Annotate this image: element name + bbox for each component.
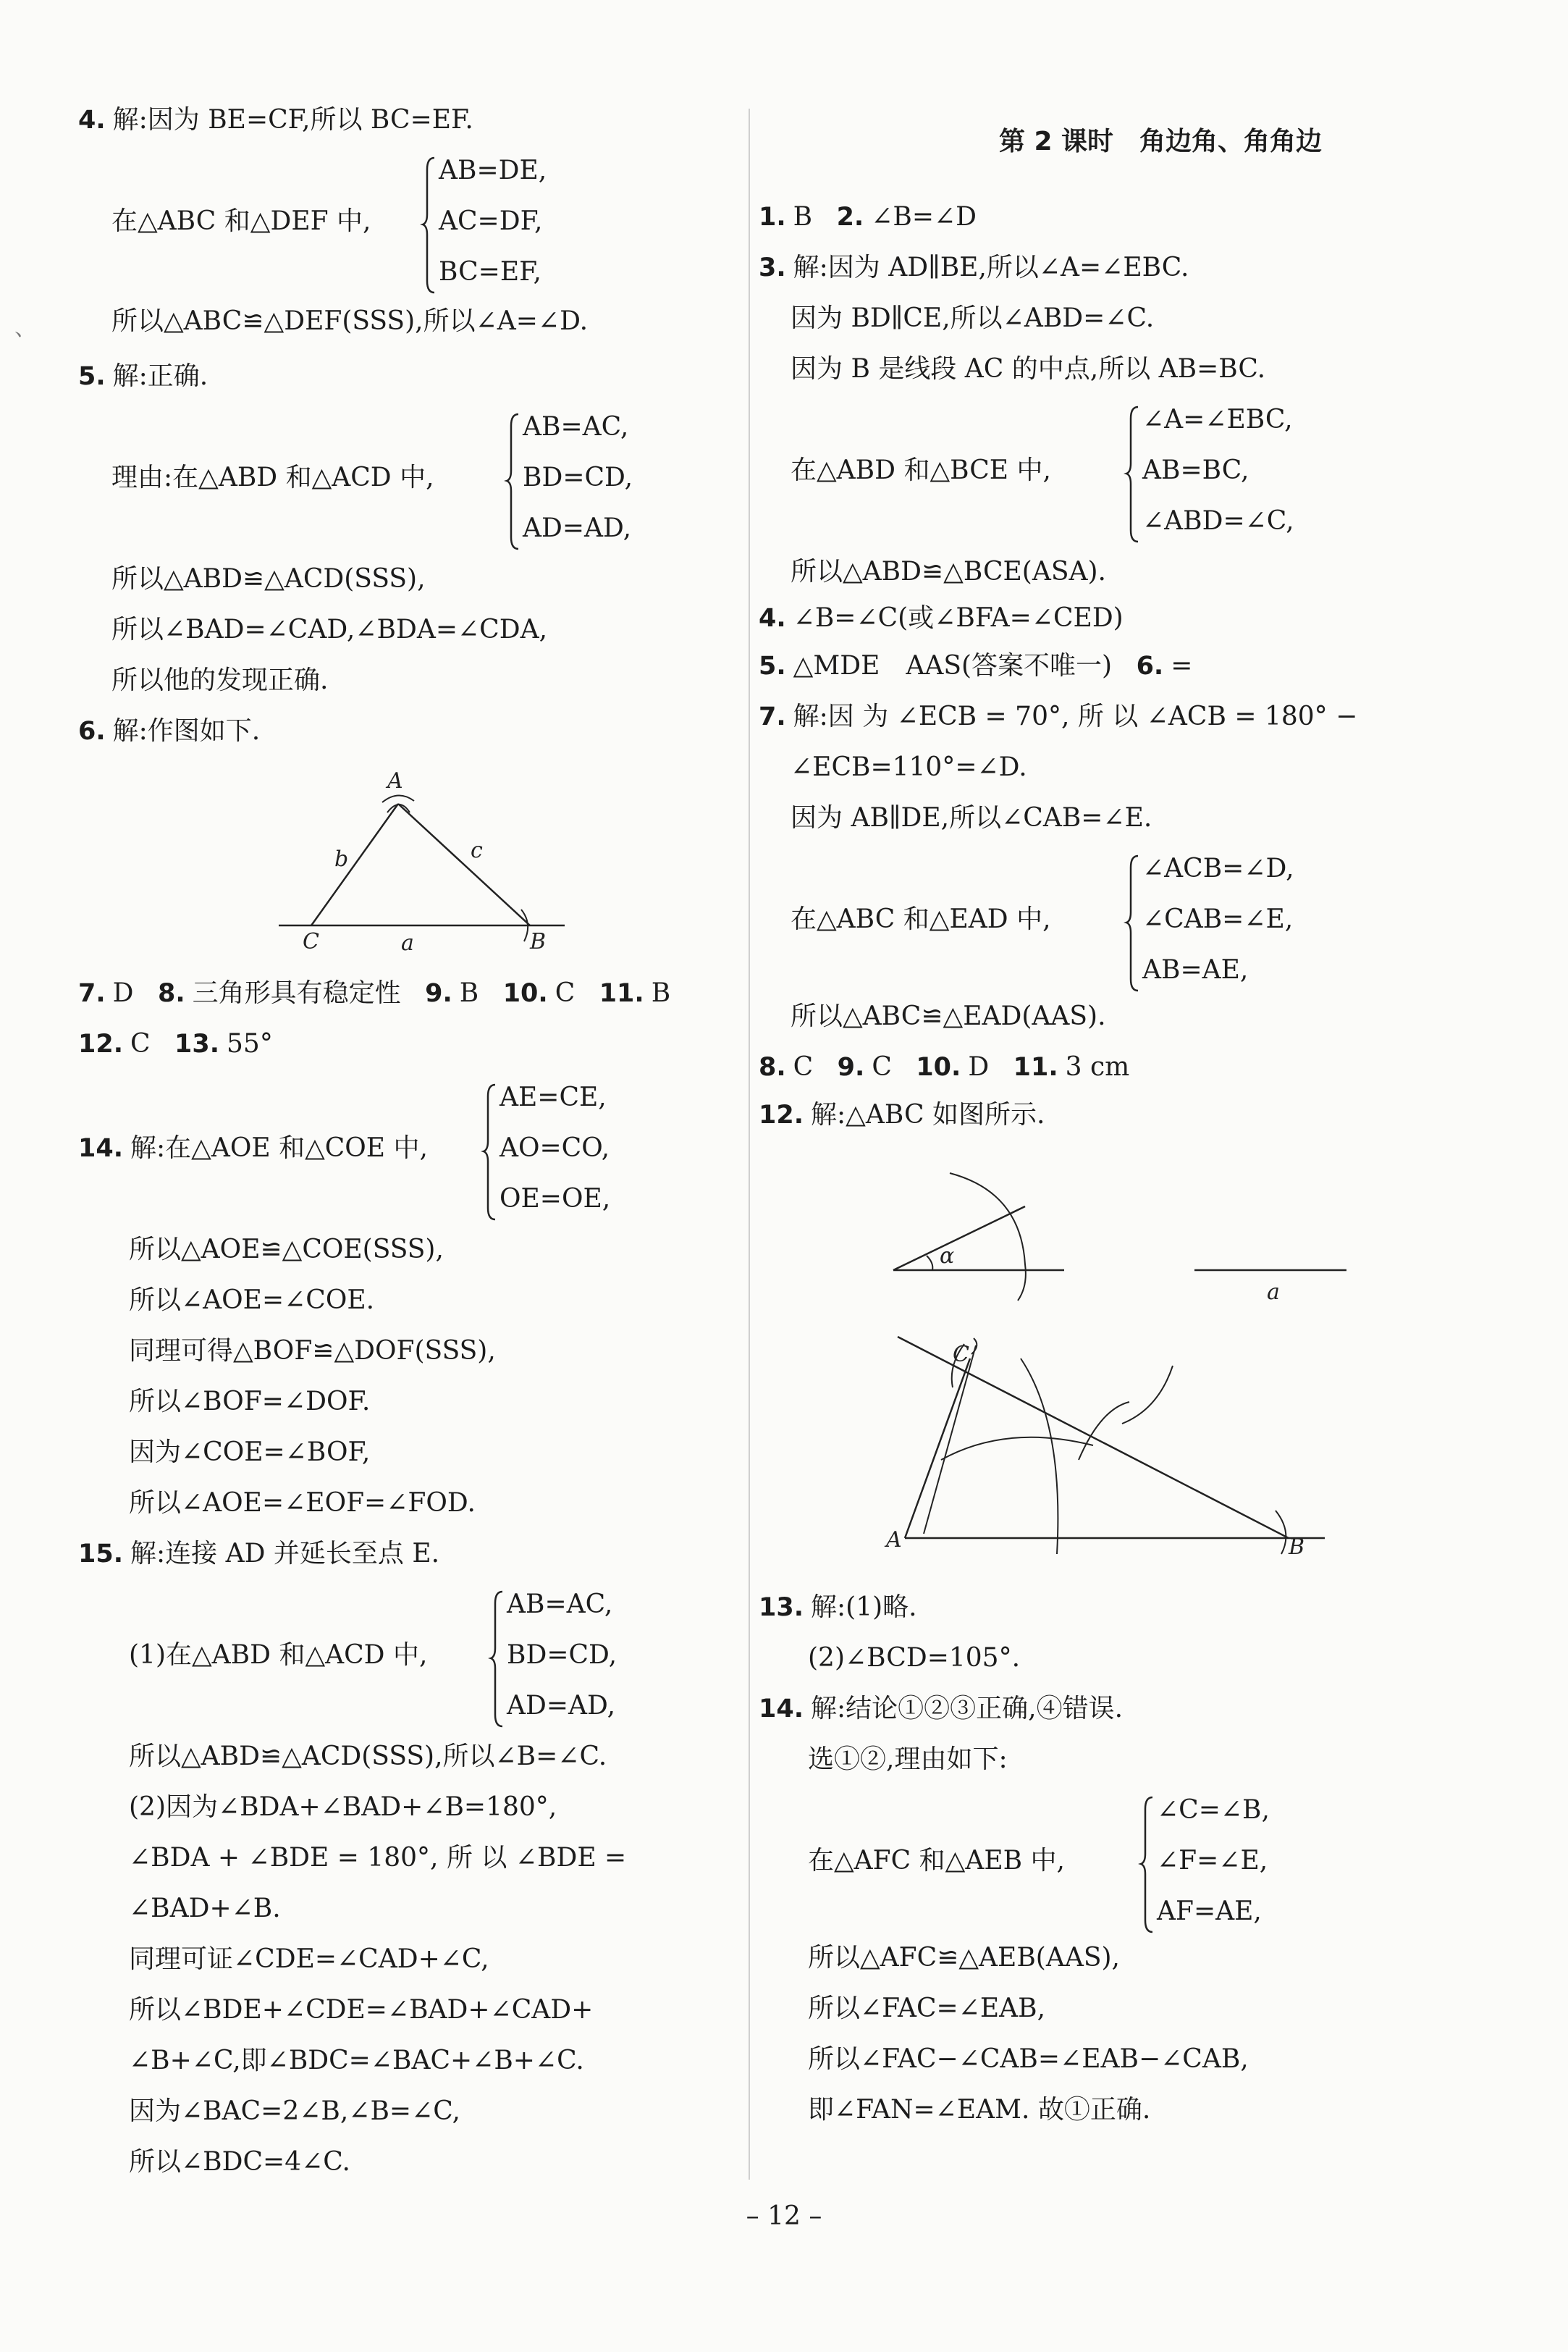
problem-15-line: 所以∠BDE+∠CDE=∠BAD+∠CAD+ — [129, 1995, 594, 2025]
vertex-label-C: C — [953, 1342, 969, 1367]
system-row: AF=AE, — [1157, 1897, 1262, 1926]
system-lead: 在△ABC 和△DEF 中, — [111, 206, 371, 236]
vertex-label-C: C — [303, 929, 319, 954]
problem-4-line-1 — [78, 103, 473, 138]
problem-3-line: 因为 B 是线段 AC 的中点,所以 AB=BC. — [791, 354, 1266, 384]
problem-number: 1. — [759, 203, 786, 232]
problem-text: 解:因 为 ∠ECB = 70°, 所 以 ∠ACB = 180° − — [793, 702, 1358, 731]
problem-number: 11. — [1013, 1053, 1058, 1082]
problem-14-line: 所以△AOE≌△COE(SSS), — [129, 1235, 444, 1264]
system-row: ∠ACB=∠D, — [1142, 854, 1294, 883]
system-row: ∠CAB=∠E, — [1142, 904, 1294, 934]
problem-14-line: 因为∠COE=∠BOF, — [129, 1437, 371, 1467]
problem-number: 5. — [759, 652, 786, 681]
problem-number: 15. — [78, 1540, 124, 1568]
answer: ∠B=∠C(或∠BFA=∠CED) — [793, 603, 1124, 633]
system-row: BD=CD, — [523, 463, 633, 492]
problem-14-line: 所以∠BOF=∠DOF. — [129, 1387, 371, 1416]
problem-4-conclusion: 所以△ABC≌△DEF(SSS),所以∠A=∠D. — [111, 306, 589, 336]
problem-text: 解:因为 BE=CF,所以 BC=EF. — [112, 105, 473, 135]
page-number: – 12 – — [746, 2201, 822, 2231]
answer: 三角形具有稳定性 — [192, 978, 401, 1008]
problem-number: 10. — [916, 1053, 961, 1082]
answer-4 — [759, 601, 1124, 636]
problem-text: 解:作图如下. — [112, 716, 261, 746]
problem-15-line-1 — [78, 1537, 439, 1571]
problem-number: 10. — [502, 979, 548, 1008]
problem-14-line: 所以∠FAC=∠EAB, — [808, 1994, 1046, 2023]
problem-14-line: 同理可得△BOF≌△DOF(SSS), — [129, 1336, 496, 1366]
left-brace-icon — [1126, 403, 1141, 547]
system-lead: 在△ABD 和△BCE 中, — [791, 455, 1051, 485]
system-row: AD=AD, — [507, 1691, 616, 1721]
problem-7-line-1 — [759, 700, 1357, 734]
stray-mark: 、 — [14, 316, 36, 341]
problem-15-line: 所以△ABD≌△ACD(SSS),所以∠B=∠C. — [129, 1742, 607, 1771]
problem-text: 解:连接 AD 并延长至点 E. — [130, 1539, 440, 1568]
system-lead: (1)在△ABD 和△ACD 中, — [129, 1640, 428, 1670]
problem-14-line: 所以∠AOE=∠EOF=∠FOD. — [129, 1488, 476, 1518]
side-label-a: a — [401, 931, 414, 956]
problem-5-line-1 — [78, 359, 208, 394]
answer: ∠B=∠D — [871, 202, 977, 232]
problem-number: 12. — [759, 1101, 804, 1130]
system-row: AD=AD, — [523, 513, 632, 543]
problem-7-conclusion: 所以△ABC≌△EAD(AAS). — [791, 1001, 1106, 1031]
problem-7-line: 因为 AB∥DE,所以∠CAB=∠E. — [791, 803, 1152, 833]
construction-figure-12 — [883, 1148, 1404, 1568]
answers-7-11 — [78, 976, 670, 1011]
problem-15-line: ∠B+∠C,即∠BDC=∠BAC+∠B+∠C. — [129, 2046, 584, 2075]
left-brace-icon — [484, 1080, 498, 1225]
problem-15-line: ∠BDA + ∠BDE = 180°, 所 以 ∠BDE = — [129, 1843, 627, 1873]
answer: 55° — [227, 1029, 273, 1059]
problem-number: 7. — [759, 702, 786, 731]
problem-5-line: 所以他的发现正确. — [111, 665, 329, 695]
answer: = — [1171, 651, 1193, 681]
answer: C — [793, 1052, 814, 1082]
problem-number: 4. — [78, 106, 106, 135]
vertex-label-B: B — [530, 929, 547, 954]
system-row: AB=AC, — [523, 412, 629, 442]
side-label-b: b — [334, 847, 349, 872]
left-brace-icon — [423, 154, 437, 298]
problem-3-line-1 — [759, 251, 1189, 285]
answers-8-11 — [759, 1050, 1129, 1085]
problem-12-line-1 — [759, 1098, 1045, 1133]
answer: D — [968, 1052, 990, 1082]
angle-label-alpha: α — [940, 1243, 955, 1269]
system-lead — [78, 1131, 428, 1166]
problem-15-line: 所以∠BDC=4∠C. — [129, 2147, 350, 2177]
problem-number: 3. — [759, 253, 786, 282]
problem-number: 2. — [836, 203, 864, 232]
answer: C — [872, 1052, 892, 1082]
column-divider — [749, 109, 750, 2180]
system-lead: 理由:在△ABD 和△ACD 中, — [111, 463, 434, 492]
problem-14-line: 所以△AFC≌△AEB(AAS), — [808, 1943, 1120, 1973]
system-row: BC=EF, — [439, 257, 541, 287]
answers-5-6 — [759, 649, 1192, 684]
system-row: ∠ABD=∠C, — [1142, 506, 1294, 536]
problem-14-line: 选①②,理由如下: — [808, 1744, 1008, 1774]
problem-13-line-1 — [759, 1590, 917, 1625]
system-lead: 在△AFC 和△AEB 中, — [808, 1846, 1065, 1876]
answer: B — [651, 978, 671, 1008]
system-row: AB=AC, — [507, 1589, 613, 1619]
system-row: OE=OE, — [500, 1184, 611, 1214]
problem-number: 4. — [759, 604, 786, 633]
answer: C — [555, 978, 576, 1008]
left-brace-icon — [491, 1587, 505, 1732]
problem-14-line: 即∠FAN=∠EAM. 故①正确. — [808, 2095, 1151, 2125]
problem-15-line: (2)因为∠BDA+∠BAD+∠B=180°, — [129, 1792, 557, 1822]
left-brace-icon — [1141, 1793, 1155, 1938]
vertex-label-A: A — [886, 1527, 902, 1553]
triangle-construction-figure — [275, 768, 572, 956]
problem-text: 解:因为 AD∥BE,所以∠A=∠EBC. — [793, 253, 1189, 282]
problem-number: 7. — [78, 979, 106, 1008]
problem-number: 12. — [78, 1030, 124, 1059]
system-row: ∠C=∠B, — [1157, 1795, 1270, 1825]
problem-5-line: 所以△ABD≌△ACD(SSS), — [111, 564, 426, 594]
answer: △MDE AAS(答案不唯一) — [793, 651, 1113, 681]
problem-text: 解:△ABC 如图所示. — [811, 1100, 1045, 1130]
answer: 3 cm — [1065, 1052, 1130, 1082]
problem-text: 解:正确. — [112, 361, 208, 391]
problem-15-line: ∠BAD+∠B. — [129, 1894, 281, 1923]
answers-1-2 — [759, 200, 977, 235]
problem-number: 11. — [599, 979, 644, 1008]
vertex-label-B: B — [1289, 1534, 1305, 1560]
system-row: AB=AE, — [1142, 955, 1249, 985]
left-brace-icon — [1126, 852, 1141, 996]
problem-number: 8. — [157, 979, 185, 1008]
problem-3-conclusion: 所以△ABD≌△BCE(ASA). — [791, 557, 1106, 587]
answer: B — [793, 202, 813, 232]
problem-14-line-1 — [759, 1692, 1123, 1726]
left-brace-icon — [507, 410, 521, 555]
answer: D — [112, 978, 134, 1008]
problem-number: 8. — [759, 1053, 786, 1082]
problem-number: 5. — [78, 362, 106, 391]
problem-number: 13. — [759, 1593, 804, 1622]
system-row: ∠A=∠EBC, — [1142, 405, 1293, 434]
problem-number: 6. — [1136, 652, 1164, 681]
section-heading: 第 2 课时 角边角、角角边 — [998, 127, 1323, 156]
system-row: AB=BC, — [1142, 455, 1249, 485]
problem-6-line-1 — [78, 714, 260, 749]
problem-14-line: 所以∠FAC−∠CAB=∠EAB−∠CAB, — [808, 2044, 1249, 2074]
problem-13-line: (2)∠BCD=105°. — [808, 1643, 1021, 1673]
system-row: AO=CO, — [500, 1133, 610, 1163]
problem-number: 6. — [78, 717, 106, 746]
problem-number: 14. — [759, 1694, 804, 1723]
system-lead-text: 解:在△AOE 和△COE 中, — [130, 1133, 428, 1163]
system-row: BD=CD, — [507, 1640, 617, 1670]
answer: C — [130, 1029, 151, 1059]
problem-text: 解:结论①②③正确,④错误. — [811, 1694, 1124, 1723]
problem-14-line: 所以∠AOE=∠COE. — [129, 1285, 375, 1315]
system-row: ∠F=∠E, — [1157, 1846, 1268, 1876]
problem-text: 解:(1)略. — [811, 1592, 917, 1622]
vertex-label-A: A — [387, 768, 403, 794]
problem-5-line: 所以∠BAD=∠CAD,∠BDA=∠CDA, — [111, 615, 548, 644]
answers-12-13 — [78, 1027, 273, 1062]
system-row: AE=CE, — [500, 1083, 607, 1112]
system-lead: 在△ABC 和△EAD 中, — [791, 904, 1051, 934]
system-row: AB=DE, — [439, 156, 547, 185]
side-label-c: c — [471, 838, 483, 863]
problem-number: 9. — [425, 979, 452, 1008]
problem-7-line: ∠ECB=110°=∠D. — [791, 752, 1027, 782]
problem-15-line: 同理可证∠CDE=∠CAD+∠C, — [129, 1944, 489, 1974]
answer: B — [459, 978, 479, 1008]
segment-label-a: a — [1267, 1280, 1280, 1305]
problem-3-line: 因为 BD∥CE,所以∠ABD=∠C. — [791, 303, 1155, 333]
problem-number: 13. — [174, 1030, 220, 1059]
problem-15-line: 因为∠BAC=2∠B,∠B=∠C, — [129, 2096, 460, 2126]
system-row: AC=DF, — [439, 206, 543, 236]
problem-number: 14. — [78, 1134, 124, 1163]
problem-number: 9. — [837, 1053, 865, 1082]
